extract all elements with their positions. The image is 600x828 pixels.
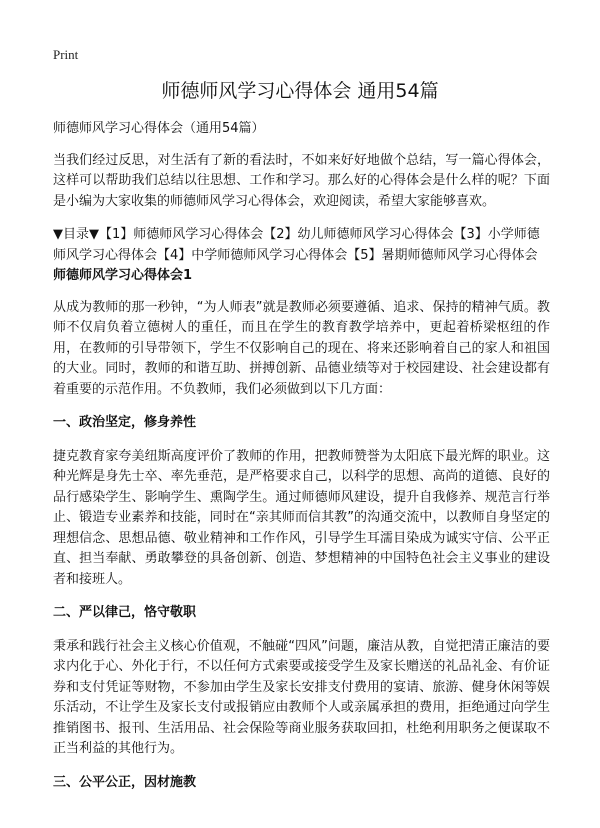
toc-current-heading: 师德师风学习心得体会1 [53,268,193,283]
section-1-heading: 一、政治坚定，修身养性 [53,415,197,430]
section-2-heading: 二、严以律己，恪守敬职 [53,605,197,620]
section-3-heading: 三、公平公正，因材施教 [53,774,197,790]
print-link[interactable]: Print [53,47,79,62]
section-2-text: 秉承和践行社会主义核心价值观，不触碰“四风”问题，廉洁从教，自觉把清正廉洁的要求内化于心、外化于行，不以任何方式索要或接受学生及家长赠送的礼品礼金、有价证券和支付凭证等财物，不参加由学生及家长安排支付费用的宴请、旅游、健身休闲等娱乐活动，不让学生及家长支付或报销应由教师个人或亲属承担的费用，拒绝通过向学生推销图书、报刊、生活用品、社会保险等商业服务获取回扣，杜绝利用职务之便谋取不正当利益的其他行为。 [53,638,550,756]
document-title: 师德师风学习心得体会 通用54篇 [161,80,439,102]
intro-paragraph: 当我们经过反思，对生活有了新的看法时，不如来好好地做个总结，写一篇心得体会，这样可以帮助我们总结以往思想、工作和学习。那么好的心得体会是什么样的呢？下面是小编为大家收集的师德师风学习心得体会，欢迎阅读，希望大家能够喜欢。 [53,152,550,209]
document-body [53,119,550,806]
table-of-contents [53,225,550,287]
section-1-text: 捷克教育家夸美纽斯高度评价了教师的作用，把教师赞誉为太阳底下最光辉的职业。这种光辉是身先士卒、率先垂范，是严格要求自己，以科学的思想、高尚的道德、良好的品行感染学生、影响学生、熏陶学生。通过师德师风建设，提升自我修养、规范言行举止、锻造专业素养和技能，同时在“亲其师而信其教”的沟通交流中，以教师自身坚定的理想信念、思想品德、敬业精神和工作作风，引导学生耳濡目染成为诚实守信、公平正直、担当奉献、勇敢攀登的具备创新、创造、梦想精神的中国特色社会主义事业的建设者和接班人。 [53,448,550,587]
paragraph-1: 从成为教师的那一秒钟，“为人师表”就是教师必须要遵循、追求、保持的精神气质。教师不仅肩负着立德树人的重任，而且在学生的教育教学培养中，更起着桥梁枢纽的作用，在教师的引导带领下，学生不仅影响自己的现在、将来还影响着自己的家人和祖国的大业。同时，教师的和谐互助、拼搏创新、品德业绩等对于校园建设、社会建设都有着重要的示范作用。不负教师，我们必须做到以下几方面： [53,299,550,397]
toc-links[interactable]: ▼目录▼【1】师德师风学习心得体会【2】幼儿师德师风学习心得体会【3】小学师德师风学习心得体会【4】中学师德师风学习心得体会【5】暑期师德师风学习心得体会 [53,227,540,263]
document-subtitle: 师德师风学习心得体会（通用54篇） [53,121,265,136]
